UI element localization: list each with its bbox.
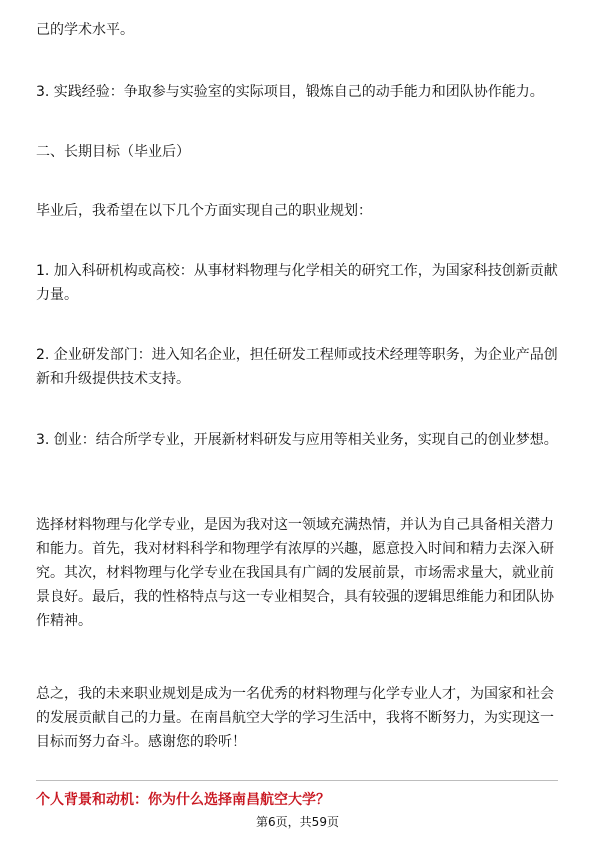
paragraph-practice-experience: 3. 实践经验：争取参与实验室的实际项目，锻炼自己的动手能力和团队协作能力。 [36,84,544,100]
paragraph-research-institution: 1. 加入科研机构或高校：从事材料物理与化学相关的研究工作，为国家科技创新贡献力量。 [36,263,558,303]
paragraph-career-intro: 毕业后，我希望在以下几个方面实现自己的职业规划： [36,203,372,219]
section-heading-long-term-goals: 二、长期目标（毕业后） [36,144,190,160]
next-question-heading: 个人背景和动机：你为什么选择南昌航空大学？ [36,792,330,808]
paragraph-conclusion: 总之，我的未来职业规划是成为一名优秀的材料物理与化学专业人才，为国家和社会的发展贡献自己的力量。在南昌航空大学的学习生活中，我将不断努力，为实现这一目标而努力奋斗。感谢您的聆听！ [36,686,554,750]
paragraph-major-choice-reason: 选择材料物理与化学专业，是因为我对这一领域充满热情，并认为自己具备相关潜力和能力。首先，我对材料科学和物理学有浓厚的兴趣，愿意投入时间和精力去深入研究。其次，材料物理与化学专业在我国具有广阔的发展前景，市场需求量大，就业前景良好。最后，我的性格特点与这一专业相契合，具有较强的逻辑思维能力和团队协作精神。 [36,517,554,629]
section-divider [36,780,558,781]
page-number-footer: 第6页，共59页 [256,815,339,829]
paragraph-enterprise-rd: 2. 企业研发部门：进入知名企业，担任研发工程师或技术经理等职务，为企业产品创新和升级提供技术支持。 [36,347,558,387]
paragraph-continuation: 己的学术水平。 [36,22,134,38]
paragraph-entrepreneurship: 3. 创业：结合所学专业，开展新材料研发与应用等相关业务，实现自己的创业梦想。 [36,432,558,448]
